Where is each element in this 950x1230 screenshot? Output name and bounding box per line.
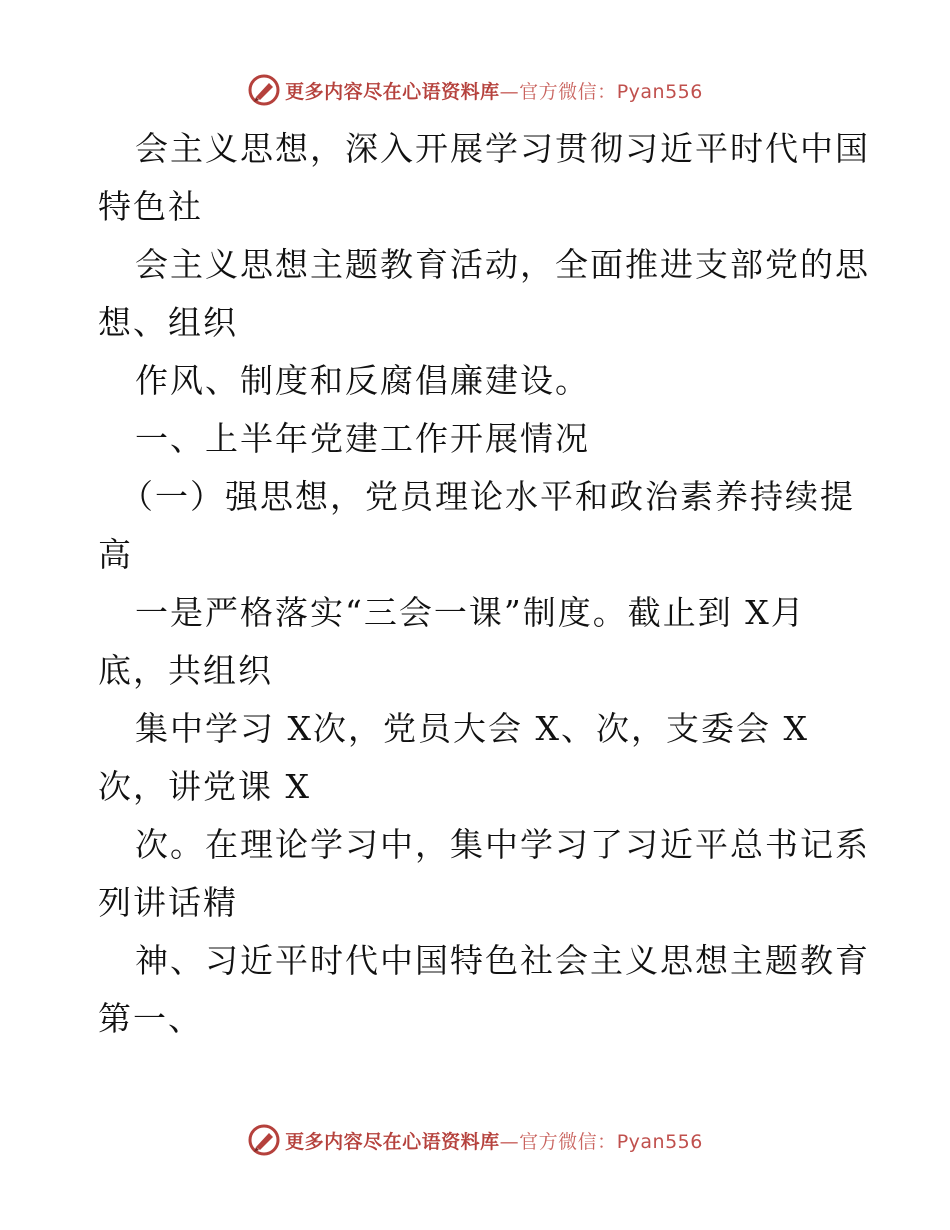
subsection-heading: （一）强思想，党员理论水平和政治素养持续提 [120,477,855,516]
footer-banner-separator: —官方微信： [499,1130,617,1153]
paragraph-line-12: 次，讲党课 X [98,767,311,806]
subsection-heading-cont: 高 [98,535,133,574]
footer-banner-text [285,1127,703,1154]
paragraph-line-3: 会主义思想主题教育活动，全面推进支部党的思 [135,245,870,284]
paragraph-line-5: 作风、制度和反腐倡廉建设。 [135,361,590,400]
paragraph-line-10: 底，共组织 [98,651,273,690]
header-banner-id: Pyan556 [616,80,703,103]
footer-banner-title: 更多内容尽在心语资料库 [285,1130,500,1153]
paragraph-line-15: 神、习近平时代中国特色社会主义思想主题教育 [135,941,870,980]
pen-logo-icon [247,73,281,107]
section-heading: 一、上半年党建工作开展情况 [135,419,590,458]
paragraph-line-2: 特色社 [98,187,203,226]
footer-banner-id: Pyan556 [616,1130,703,1153]
header-watermark [0,70,950,110]
footer-watermark [0,1120,950,1160]
header-banner-separator: —官方微信： [499,80,617,103]
paragraph-line-13: 次。在理论学习中，集中学习了习近平总书记系 [135,825,870,864]
pen-logo-icon [247,1123,281,1157]
paragraph-line-16: 第一、 [98,999,203,1038]
header-banner-text [285,77,703,104]
paragraph-line-1: 会主义思想，深入开展学习贯彻习近平时代中国 [135,129,870,168]
paragraph-line-9: 一是严格落实“三会一课”制度。截止到 X月 [135,593,806,632]
paragraph-line-4: 想、组织 [98,303,238,342]
paragraph-line-14: 列讲话精 [98,883,238,922]
header-banner-title: 更多内容尽在心语资料库 [285,80,500,103]
paragraph-line-11: 集中学习 X次，党员大会 X、次，支委会 X [135,709,809,748]
